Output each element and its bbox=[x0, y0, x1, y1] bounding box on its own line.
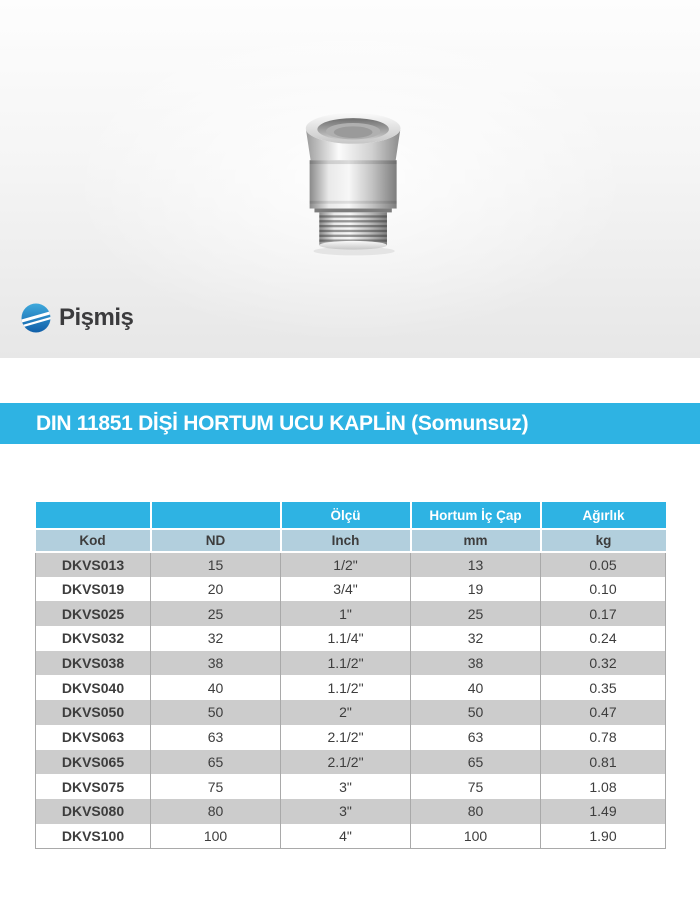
subheader-nd: ND bbox=[151, 529, 281, 552]
cell-value: 40 bbox=[151, 675, 281, 700]
table-row bbox=[36, 750, 666, 775]
subheader-inch: Inch bbox=[281, 529, 411, 552]
cell-product-code: DKVS032 bbox=[36, 626, 151, 651]
cell-value: 80 bbox=[151, 799, 281, 824]
cell-value: 1.08 bbox=[541, 774, 666, 799]
cell-value: 0.81 bbox=[541, 750, 666, 775]
cell-product-code: DKVS038 bbox=[36, 651, 151, 676]
cell-product-code: DKVS063 bbox=[36, 725, 151, 750]
cell-value: 3" bbox=[281, 774, 411, 799]
cell-value: 0.17 bbox=[541, 601, 666, 626]
header-agirlik: Ağırlık bbox=[541, 502, 666, 529]
cell-value: 32 bbox=[151, 626, 281, 651]
cell-product-code: DKVS080 bbox=[36, 799, 151, 824]
cell-value: 0.05 bbox=[541, 552, 666, 577]
cell-product-code: DKVS040 bbox=[36, 675, 151, 700]
cell-value: 3/4" bbox=[281, 577, 411, 602]
table-row bbox=[36, 675, 666, 700]
cell-value: 100 bbox=[411, 824, 541, 849]
cell-product-code: DKVS013 bbox=[36, 552, 151, 577]
table-row bbox=[36, 725, 666, 750]
cell-value: 2" bbox=[281, 700, 411, 725]
table-row bbox=[36, 577, 666, 602]
subheader-kod: Kod bbox=[36, 529, 151, 552]
cell-value: 50 bbox=[411, 700, 541, 725]
cell-value: 1" bbox=[281, 601, 411, 626]
brand-logo bbox=[21, 303, 133, 333]
cell-product-code: DKVS019 bbox=[36, 577, 151, 602]
cell-value: 0.24 bbox=[541, 626, 666, 651]
cell-value: 65 bbox=[411, 750, 541, 775]
cell-value: 0.47 bbox=[541, 700, 666, 725]
cell-value: 75 bbox=[151, 774, 281, 799]
cell-product-code: DKVS075 bbox=[36, 774, 151, 799]
cell-value: 25 bbox=[151, 601, 281, 626]
cell-value: 25 bbox=[411, 601, 541, 626]
table-row bbox=[36, 700, 666, 725]
cell-value: 32 bbox=[411, 626, 541, 651]
cell-product-code: DKVS025 bbox=[36, 601, 151, 626]
table-row bbox=[36, 552, 666, 577]
cell-value: 19 bbox=[411, 577, 541, 602]
cell-value: 20 bbox=[151, 577, 281, 602]
cell-value: 3" bbox=[281, 799, 411, 824]
table-row bbox=[36, 651, 666, 676]
cell-value: 2.1/2" bbox=[281, 750, 411, 775]
cell-value: 13 bbox=[411, 552, 541, 577]
cell-value: 0.10 bbox=[541, 577, 666, 602]
cell-value: 0.78 bbox=[541, 725, 666, 750]
table-row bbox=[36, 601, 666, 626]
hero-section bbox=[0, 0, 700, 358]
header-blank-1 bbox=[36, 502, 151, 529]
table-row bbox=[36, 774, 666, 799]
table-head bbox=[36, 502, 666, 552]
cell-value: 40 bbox=[411, 675, 541, 700]
section-title-bar bbox=[0, 403, 700, 444]
cell-value: 1/2" bbox=[281, 552, 411, 577]
cell-value: 15 bbox=[151, 552, 281, 577]
cell-product-code: DKVS050 bbox=[36, 700, 151, 725]
table-header-top-row bbox=[36, 502, 666, 529]
product-image-hose-coupling bbox=[299, 103, 415, 258]
cell-value: 4" bbox=[281, 824, 411, 849]
cell-value: 38 bbox=[411, 651, 541, 676]
cell-value: 63 bbox=[411, 725, 541, 750]
table-row bbox=[36, 626, 666, 651]
cell-value: 2.1/2" bbox=[281, 725, 411, 750]
table-body bbox=[36, 552, 666, 848]
cell-value: 1.90 bbox=[541, 824, 666, 849]
cell-value: 1.1/4" bbox=[281, 626, 411, 651]
section-title: DIN 11851 DİŞİ HORTUM UCU KAPLİN (Somunsuz) bbox=[36, 412, 529, 435]
cell-product-code: DKVS100 bbox=[36, 824, 151, 849]
cell-value: 100 bbox=[151, 824, 281, 849]
cell-value: 1.1/2" bbox=[281, 651, 411, 676]
header-blank-2 bbox=[151, 502, 281, 529]
cell-value: 38 bbox=[151, 651, 281, 676]
cell-product-code: DKVS065 bbox=[36, 750, 151, 775]
cell-value: 0.35 bbox=[541, 675, 666, 700]
header-hortum-ic-cap: Hortum İç Çap bbox=[411, 502, 541, 529]
spec-table-wrap bbox=[35, 502, 665, 849]
cell-value: 0.32 bbox=[541, 651, 666, 676]
table-row bbox=[36, 799, 666, 824]
cell-value: 75 bbox=[411, 774, 541, 799]
cell-value: 50 bbox=[151, 700, 281, 725]
cell-value: 63 bbox=[151, 725, 281, 750]
subheader-mm: mm bbox=[411, 529, 541, 552]
table-row bbox=[36, 824, 666, 849]
cell-value: 80 bbox=[411, 799, 541, 824]
table-header-sub-row bbox=[36, 529, 666, 552]
cell-value: 65 bbox=[151, 750, 281, 775]
pismis-globe-icon bbox=[21, 303, 51, 333]
subheader-kg: kg bbox=[541, 529, 666, 552]
cell-value: 1.1/2" bbox=[281, 675, 411, 700]
cell-value: 1.49 bbox=[541, 799, 666, 824]
header-olcu: Ölçü bbox=[281, 502, 411, 529]
brand-name: Pişmiş bbox=[59, 304, 134, 331]
spec-table bbox=[35, 502, 666, 849]
